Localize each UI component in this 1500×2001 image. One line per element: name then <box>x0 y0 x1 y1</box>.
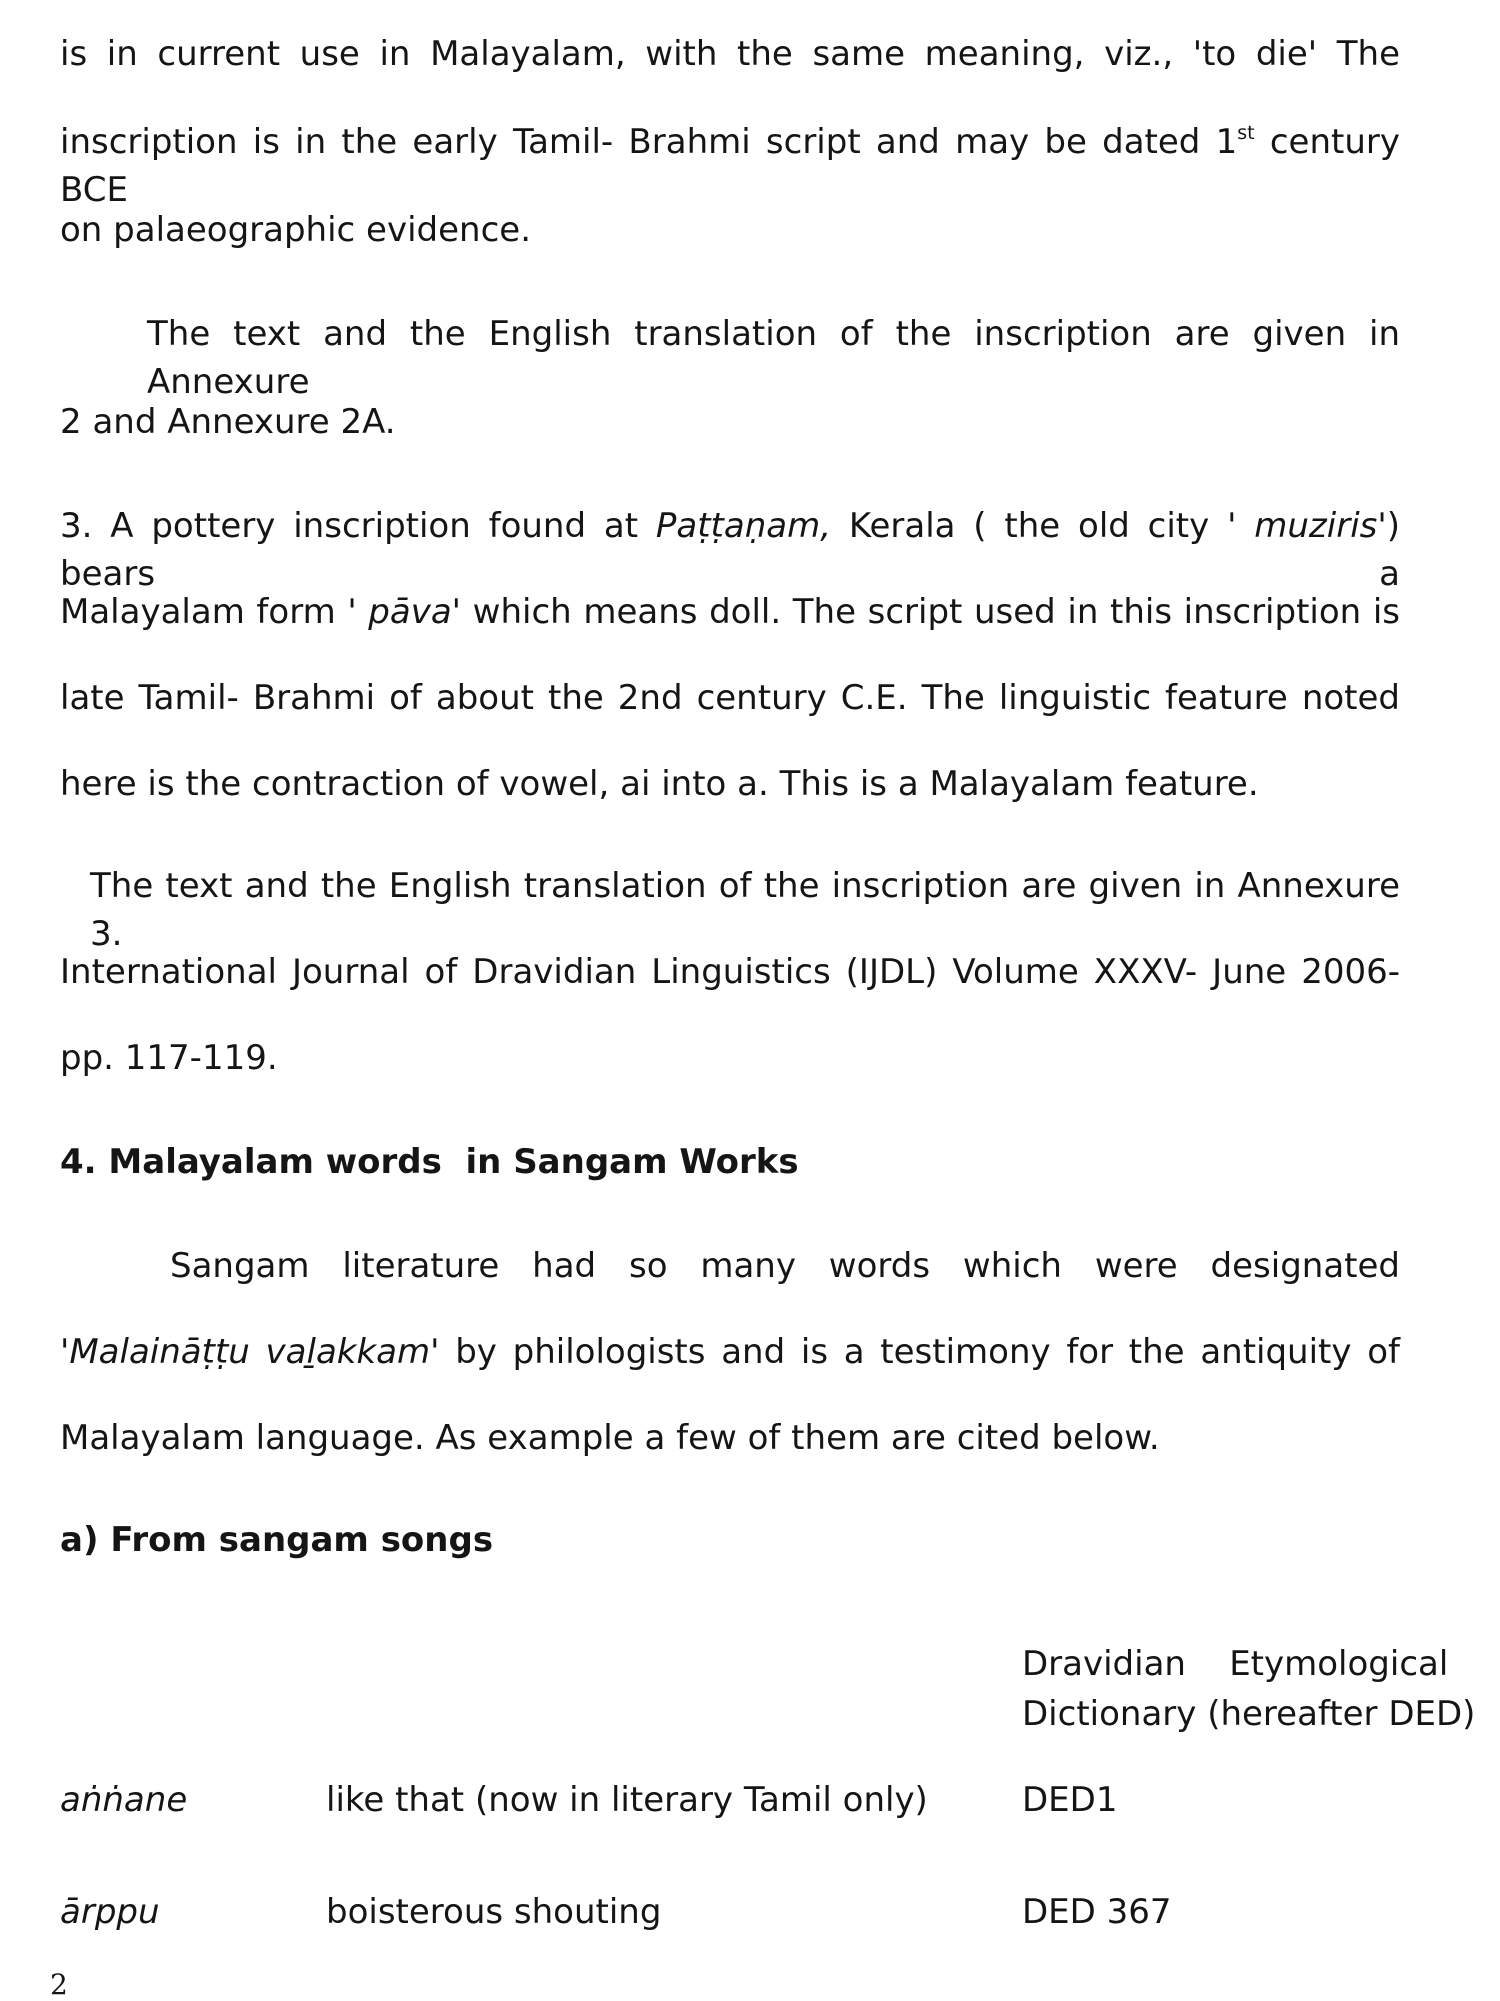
table-row-1-meaning: like that (now in literary Tamil only) <box>326 1780 928 1820</box>
italic-pava: pāva' <box>368 592 462 632</box>
table-row-2-meaning: boisterous shouting <box>326 1892 662 1932</box>
paragraph-3-line-2b: which means doll. The script used in this inscription is <box>461 592 1400 632</box>
superscript-st: st <box>1237 122 1255 144</box>
table-row-1-word: aṅṅane <box>60 1780 188 1820</box>
paragraph-5-line-1: Sangam literature had so many words which were designated <box>170 1246 1400 1286</box>
italic-pattanam: Paṭṭaṇam, <box>655 506 832 546</box>
paragraph-4-line-2: International Journal of Dravidian Linguistics (IJDL) Volume XXXV- June 2006- <box>60 952 1400 992</box>
paragraph-3-line-1c: ') bears a <box>60 506 1400 594</box>
paragraph-2-line-2: 2 and Annexure 2A. <box>60 402 396 442</box>
paragraph-3-line-2a: Malayalam form ' <box>60 592 369 632</box>
page-number: 2 <box>50 1968 68 2001</box>
paragraph-1-line-2b: century BCE <box>60 122 1400 210</box>
paragraph-1-line-3: on palaeographic evidence. <box>60 210 532 250</box>
table-header-line-1: Dravidian Etymological <box>1022 1644 1449 1684</box>
table-row-1-ref: DED1 <box>1022 1780 1118 1820</box>
paragraph-3-line-2 <box>60 588 1400 636</box>
italic-muziris: muziris <box>1254 506 1378 546</box>
paragraph-1-line-2a: inscription is in the early Tamil- Brahmi script and may be dated 1 <box>60 122 1238 162</box>
paragraph-3-line-3: late Tamil- Brahmi of about the 2nd century C.E. The linguistic feature noted <box>60 678 1400 718</box>
paragraph-3-line-1 <box>60 502 1400 594</box>
italic-malainattu-valakkam: 'Malaināṭṭu vaḻakkam' <box>60 1332 440 1372</box>
paragraph-3-line-4: here is the contraction of vowel, ai into a. This is a Malayalam feature. <box>60 764 1259 804</box>
paragraph-5-line-3: Malayalam language. As example a few of them are cited below. <box>60 1418 1160 1458</box>
paragraph-2-line-1: The text and the English translation of the inscription are given in Annexure <box>147 314 1400 402</box>
paragraph-5-line-2 <box>60 1328 1400 1376</box>
paragraph-3-line-1a: 3. A pottery inscription found at <box>60 506 656 546</box>
paragraph-5-line-2b: by philologists and is a testimony for the antiquity of <box>439 1332 1400 1372</box>
paragraph-1-line-1: is in current use in Malayalam, with the same meaning, viz., 'to die' The <box>60 34 1400 74</box>
table-row-2-ref: DED 367 <box>1022 1892 1172 1932</box>
paragraph-3-line-1b: Kerala ( the old city ' <box>831 506 1255 546</box>
section-heading-4: 4. Malayalam words in Sangam Works <box>60 1142 799 1182</box>
paragraph-1-line-2 <box>60 118 1400 210</box>
paragraph-4-line-1: The text and the English translation of the inscription are given in Annexure 3. <box>90 866 1400 954</box>
paragraph-4-line-3: pp. 117-119. <box>60 1038 278 1078</box>
table-row-2-word: ārppu <box>60 1892 160 1932</box>
section-heading-a: a) From sangam songs <box>60 1520 494 1560</box>
table-header-line-2: Dictionary (hereafter DED) <box>1022 1694 1476 1734</box>
